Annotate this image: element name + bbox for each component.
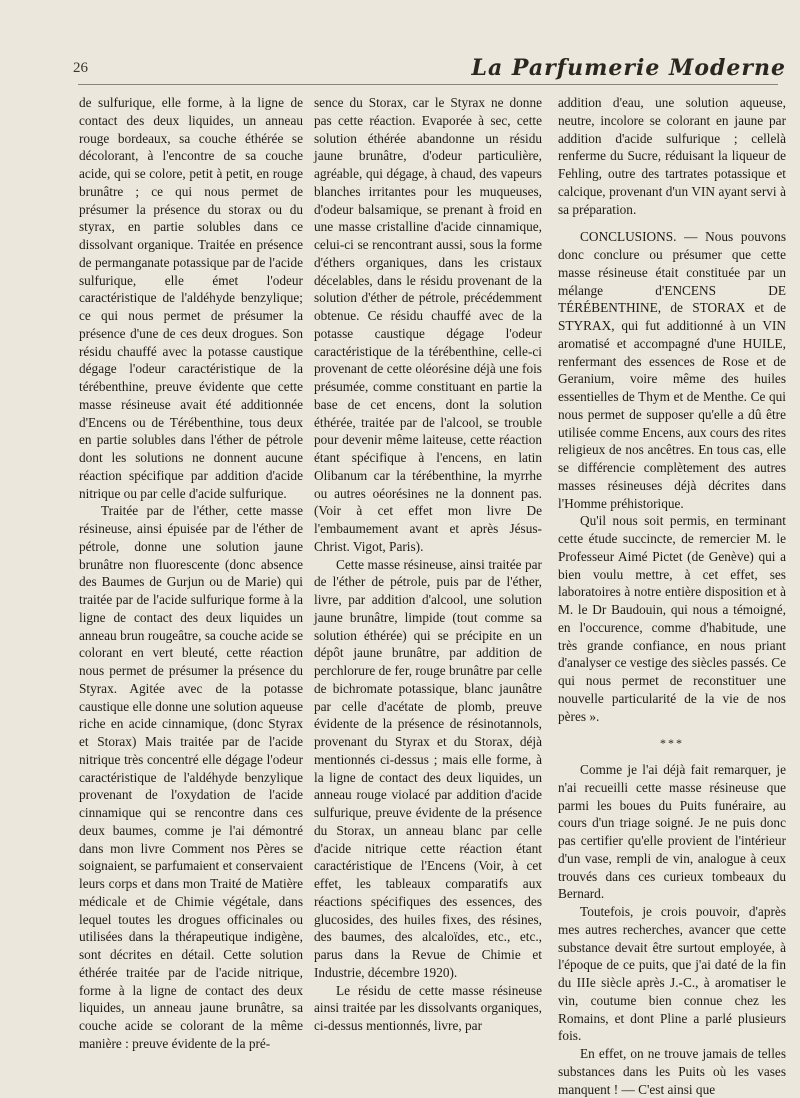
paragraph: Qu'il nous soit permis, en terminant cette étude succincte, de remercier M. le Professeur Aimé Pictet (de Genève) qui a bien voulu mettre, à cet effet, ses laboratoires à notre entière disposition et à M. le Dr Baudouin, qui nous a témoigné, en l'occurence, comme d'habitude, une très grande confiance, en nous priant d'analyser ce vestige des siècles passés. Ce qui nous permet de reconstituer une nouvelle particularité de la vie de nos pères ». <box>558 513 786 724</box>
header-rule <box>78 84 778 85</box>
section-divider: *** <box>660 736 684 751</box>
paragraph: Cette masse résineuse, ainsi traitée par de l'éther de pétrole, puis par de l'éther, livre, par addition d'alcool, une solution jaune brunâtre, limpide (tout comme sa solution éthérée) qui se précipite en un dépôt jaune brunâtre, par addition de perchlorure de fer, rouge brunâtre par celle de bichromate potassique, blanc jaunâtre par celle d'acétate de plomb, preuve évidente de la présence de résinotannols, provenant du Styrax et du Storax, déjà mentionnés ci-dessus ; mais elle forme, à la ligne de contact des deux liquides, un anneau rouge violacé par addition d'acide sulfurique, preuve évidente de la présence du Storax, un anneau blanc par celle d'acide nitrique cette réaction étant caractéristique de l'Encens (Voir, à cet effet, les tableaux comparatifs aux réactions spécifiques des essences, des glucosides, des huiles fixes, des résines, des baumes, des alcaloïdes, etc., etc., parus dans la Revue de Chimie et Industrie, décembre 1920). <box>314 556 542 980</box>
paragraph: Toutefois, je crois pouvoir, d'après mes autres recherches, avancer que cette substance devait être surtout employée, à l'époque de ce puits, que j'ai daté de la fin du IIIe siècle après J.-C., à aromatiser le vin, coutume bien connue chez les Romains, et dont Pline a parlé plusieurs fois. <box>558 904 786 1044</box>
paragraph: En effet, on ne trouve jamais de telles substances dans les Puits où les vases manquent ! — C'est ainsi que <box>558 1046 786 1097</box>
paragraph: Comme je l'ai déjà fait remarquer, je n'ai recueilli cette masse résineuse que parmi les boues du Puits funéraire, au cours d'un triage soigné. Je ne puis donc pas certifier qu'elle provient de l'intérieur d'un vase, rempli de vin, analogue à ceux trouvés dans ces curieux tombeaux du Bernard. <box>558 762 786 902</box>
paragraph: de sulfurique, elle forme, à la ligne de contact des deux liquides, un anneau rouge bordeaux, sa couche éthérée se décolorant, à l'encontre de sa couche acide, qui se colore, petit à petit, en rouge brunâtre ; ce qui nous permet de présumer la présence du storax ou du styrax, en partie solubles dans ce dissolvant organique. Traitée en présence de permanganate potassique par de l'acide sulfurique, elle émet l'odeur caractéristique de l'aldéhyde benzylique; ce qui nous permet de présumer la présence d'une de ces deux drogues. Son résidu chauffé avec la potasse caustique dégage l'odeur caractéristique de la térébenthine, preuve évidente que cette masse résineuse avait été additionnée d'Encens ou de Térébenthine, tous deux en partie solubles dans l'éther de pétrole dont les solutions ne donnent aucune réaction spécifique par addition d'acide nitrique ou par celle d'acide sulfurique. <box>79 95 303 501</box>
conclusions-paragraph: CONCLUSIONS. — Nous pouvons donc conclure ou présumer que cette masse résineuse était constituée par un mélange d'ENCENS DE TÉRÉBENTHINE, de STORAX et de STYRAX, qui fut additionné à un VIN aromatisé et accompagné d'une HUILE, renfermant des essences de Rose et de Geranium, voire même des huiles essentielles de Thym et de Menthe. Ce qui nous permet de supposer qu'elle a dû être utilisée comme Encens, aux cours des rites religieux de nos ancêtres. En tous cas, elle se différencie complètement des autres masses résineuses déjà décrites dans l'Homme préhistorique. <box>558 229 786 511</box>
journal-title: La Parfumerie Moderne <box>471 55 786 81</box>
paragraph: addition d'eau, une solution aqueuse, neutre, incolore se colorant en jaune par addition d'acide sulfurique ; cellelà renferme du Sucre, réduisant la liqueur de Fehling, outre des tartrates potassique et calcique, provenant d'un VIN ayant servi à sa préparation. <box>558 95 786 217</box>
paragraph: sence du Storax, car le Styrax ne donne pas cette réaction. Evaporée à sec, cette solution éthérée abandonne un résidu jaune brunâtre, d'odeur particulière, agréable, qui dégage, à chaud, des vapeurs blanches irritantes pour les muqueuses, d'odeur balsamique, se prenant à froid en une masse cristalline d'acide cinnamique, celui-ci se rencontrant aussi, sous la forme d'éthers organiques, dans les cristaux décelables, dans le résidu provenant de la solution d'éther de pétrole, précédemment obtenue. Ce résidu chauffé avec de la potasse caustique dégage l'odeur caractéristique de la térébenthine, celle-ci provenant de cette oléorésine déjà une fois présumée, comme constituant en partie la base de cet encens, dont la solution éthérée, traitée par de l'alcool, se trouble pour devenir même laiteuse, cette réaction étant spécifique à l'encens, en latin Olibanum car la térébenthine, la myrrhe ou autres oéorésines ne la donnent pas. (Voir à cet effet mon livre De l'embaumement avant et après Jésus-Christ. Vigot, Paris). <box>314 95 542 554</box>
paragraph: Le résidu de cette masse résineuse ainsi traitée par les dissolvants organiques, ci-dessus mentionnés, livre, par <box>314 982 542 1033</box>
column-3 <box>558 94 786 1098</box>
page-number: 26 <box>73 60 88 76</box>
paragraph: Traitée par de l'éther, cette masse résineuse, ainsi épuisée par de l'éther de pétrole, donne une solution jaune brunâtre non fluorescente (donc absence des Baumes de Gurjun ou de Marie) qui traitée par de l'acide sulfurique forme à la ligne de contact des deux liquides un anneau brun rougeâtre, sa couche acide se colorant en vert bleuté, cette réaction nous permet de présumer la présence du Styrax. Agitée avec de la potasse caustique elle donne une solution aqueuse riche en acide cinnamique, (donc Styrax et Storax) Mais traitée par de l'acide nitrique très concentré elle dégage l'odeur caractéristique de l'aldéhyde benzylique provenant de l'oxydation de l'acide cinnamique qui se rencontre dans ces deux baumes, comme je l'ai démontré dans mon livre Comment nos Pères se soignaient, se parfumaient et conservaient leurs corps et dans mon Traité de Matière médicale et de Chimie végétale, dans lequel toutes les drogues officinales ou utilisées dans la thérapeutique indigène, sont décrites en détail. Cette solution éthérée traitée par de l'acide nitrique, forme à la ligne de contact des deux liquides, un anneau jaune brunâtre, sa couche acide se colorant de la même manière : preuve évidente de la pré- <box>79 503 303 1051</box>
column-1 <box>79 94 303 1053</box>
column-2 <box>314 94 542 1035</box>
